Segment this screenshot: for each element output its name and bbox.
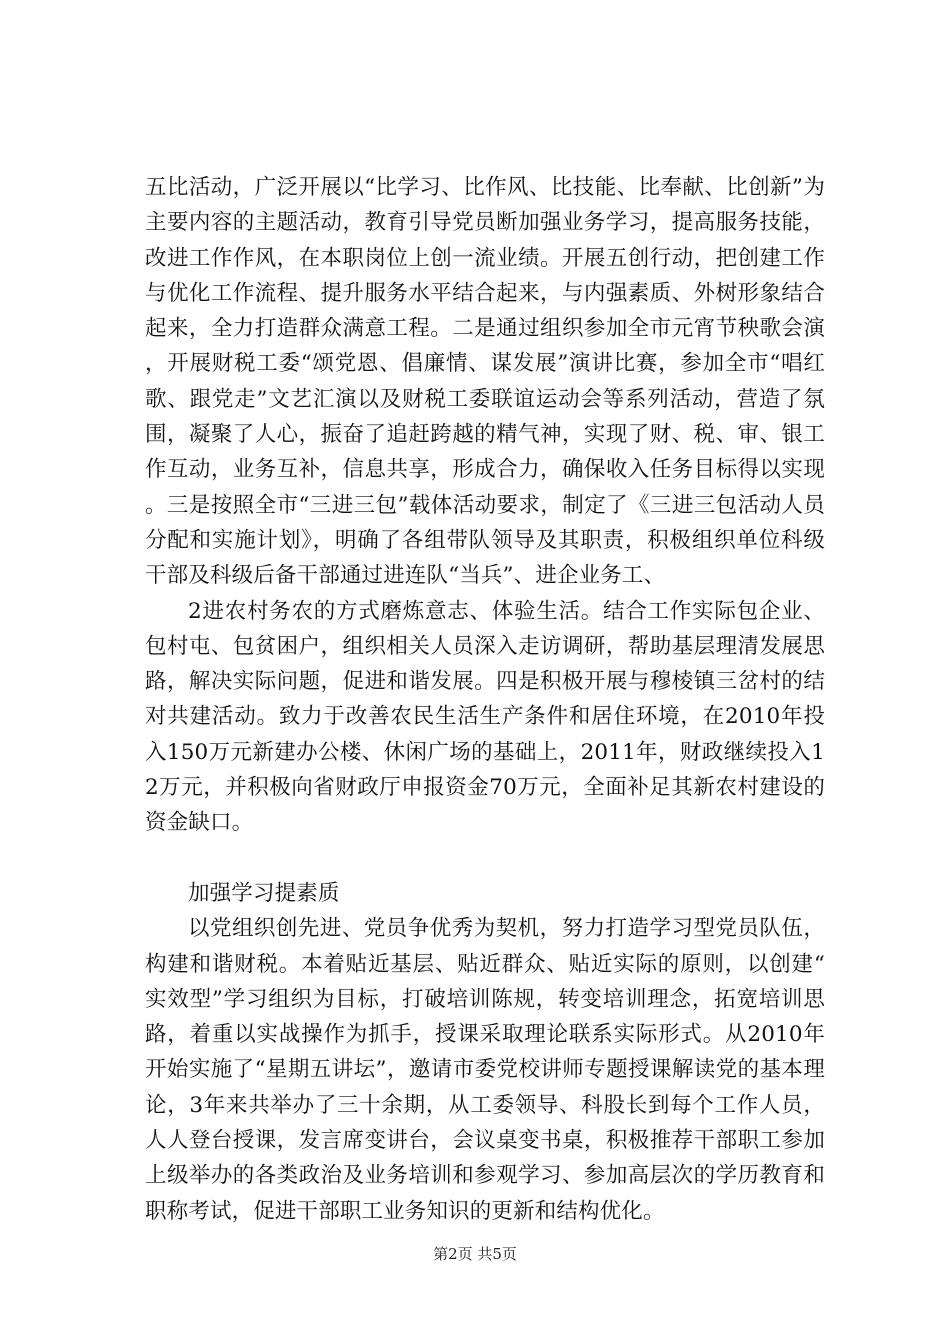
- document-body: [145, 170, 825, 1229]
- paragraph-spacer: [145, 841, 825, 876]
- section-heading: 加强学习提素质: [188, 880, 340, 906]
- section-paragraph: 以党组织创先进、党员争优秀为契机，努力打造学习型党员队伍，构建和谐财税。本着贴近基层、贴近群众、贴近实际的原则，以创建“实效型”学习组织为目标，打破培训陈规，转变培训理念，拓宽培训思路，着重以实战操作为抓手，授课采取理论联系实际形式。从2010年开始实施了“星期五讲坛”，邀请市委党校讲师专题授课解读党的基本理论，3年来共举办了三十余期，从工委领导、科股长到每个工作人员，人人登台授课，发言席变讲台，会议桌变书桌，积极推荐干部职工参加上级举办的各类政治及业务培训和参观学习、参加高层次的学历教育和职称考试，促进干部职工业务知识的更新和结构优化。: [145, 916, 825, 1224]
- page-footer: 第2页 共5页: [433, 1245, 517, 1263]
- body-paragraph-2: 2进农村务农的方式磨炼意志、体验生活。结合工作实际包企业、包村屯、包贫困户，组织相关人员深入走访调研，帮助基层理清发展思路，解决实际问题，促进和谐发展。四是积极开展与穆棱镇三岔村的结对共建活动。致力于改善农民生活生产条件和居住环境，在2010年投入150万元新建办公楼、休闲广场的基础上，2011年，财政继续投入12万元，并积极向省财政厅申报资金70万元，全面补足其新农村建设的资金缺口。: [145, 598, 825, 836]
- body-paragraph-1: 五比活动，广泛开展以“比学习、比作风、比技能、比奉献、比创新”为主要内容的主题活动，教育引导党员断加强业务学习，提高服务技能，改进工作作风，在本职岗位上创一流业绩。开展五创行动，把创建工作与优化工作流程、提升服务水平结合起来，与内强素质、外树形象结合起来，全力打造群众满意工程。二是通过组织参加全市元宵节秧歌会演，开展财税工委“颂党恩、倡廉情、谋发展”演讲比赛，参加全市“唱红歌、跟党走”文艺汇演以及财税工委联谊运动会等系列活动，营造了氛围，凝聚了人心，振奋了追赶跨越的精气神，实现了财、税、审、银工作互动，业务互补，信息共享，形成合力，确保收入任务目标得以实现。三是按照全市“三进三包”载体活动要求，制定了《三进三包活动人员分配和实施计划》，明确了各组带队领导及其职责，积极组织单位科级干部及科级后备干部通过进连队“当兵”、进企业务工、: [145, 175, 825, 589]
